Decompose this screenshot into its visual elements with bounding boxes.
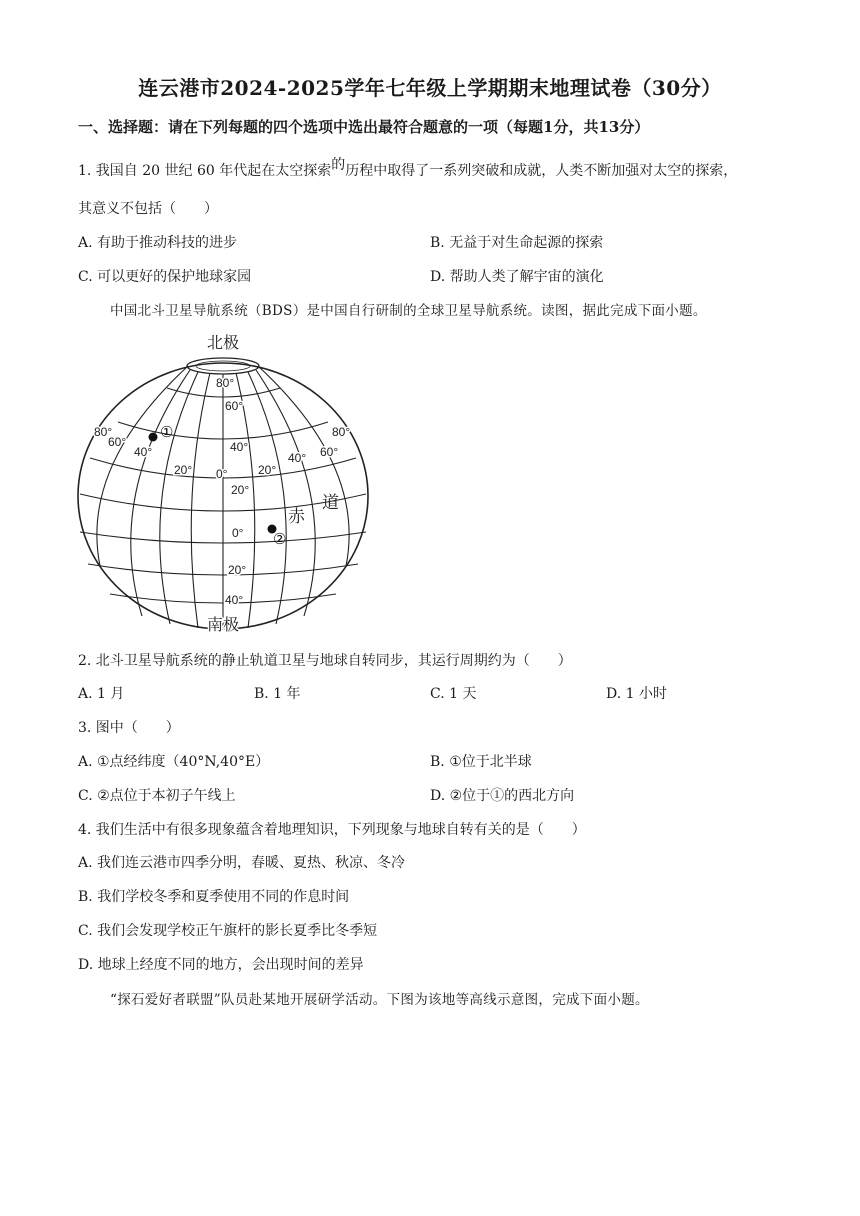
lon-right-60-label: 60°: [320, 445, 339, 459]
lat-40n-label: 40°: [230, 440, 249, 454]
point-1-label: ①: [160, 424, 174, 441]
q4-option-b: B. 我们学校冬季和夏季使用不同的作息时间: [78, 889, 350, 905]
q2-stem: 2. 北斗卫星导航系统的静止轨道卫星与地球自转同步，其运行周期约为（ ）: [78, 653, 572, 669]
point-2-label: ②: [273, 531, 287, 548]
q1-option-b: B. 无益于对生命起源的探索: [430, 235, 604, 251]
q3-option-a: A. ①点经纬度（40°N,40°E）: [78, 754, 270, 770]
lat-20n-label: 20°: [231, 483, 250, 497]
lon-left-20-label: 20°: [174, 463, 193, 477]
q1-option-a: A. 有助于推动科技的进步: [78, 235, 238, 251]
q1-stem-line2: 其意义不包括（ ）: [78, 201, 218, 217]
lon-left-60-label: 60°: [108, 435, 127, 449]
q1-stem-line1: [78, 157, 738, 180]
meridian-r3: [256, 370, 315, 616]
lon-right-40-label: 40°: [288, 451, 307, 465]
lat-equator-label: 0°: [232, 526, 244, 540]
longitude-labels: [94, 425, 350, 481]
exam-title: 连云港市2024-2025学年七年级上学期期末地理试卷（30分）: [138, 76, 722, 100]
lon-0-label: 0°: [216, 467, 228, 481]
q3-stem: 3. 图中（ ）: [78, 720, 180, 736]
q4-stem: 4. 我们生活中有很多现象蕴含着地理知识，下列现象与地球自转有关的是（ ）: [78, 822, 586, 838]
q2-option-c: C. 1 天: [430, 686, 477, 702]
contour-intro-text: “探石爱好者联盟”队员赴某地开展研学活动。下图为该地等高线示意图，完成下面小题。: [110, 992, 649, 1008]
lon-left-40-label: 40°: [134, 445, 153, 459]
lon-right-20-label: 20°: [258, 463, 277, 477]
meridian-l1: [191, 373, 210, 628]
meridians: [97, 366, 349, 629]
equator-label-1: 赤: [288, 507, 305, 526]
q4-option-d: D. 地球上经度不同的地方，会出现时间的差异: [78, 957, 364, 973]
point-1-marker: [149, 433, 158, 442]
q4-option-a: A. 我们连云港市四季分明，春暖、夏热、秋凉、冬冷: [78, 855, 406, 871]
globe-figure: [70, 326, 380, 636]
equator-label-2: 道: [322, 493, 339, 512]
lon-left-80-label: 80°: [94, 425, 113, 439]
q3-option-d: D. ②位于①的西北方向: [430, 788, 575, 804]
q1-stem-part-b: 历程中取得了一系列突破和成就，人类不断加强对太空的探索，: [345, 163, 738, 179]
south-pole-label: 南极: [206, 617, 240, 634]
q3-option-c: C. ②点位于本初子午线上: [78, 788, 236, 804]
q1-option-d: D. 帮助人类了解宇宙的演化: [430, 269, 604, 285]
q1-stem-part-a: 1. 我国自 20 世纪 60 年代起在太空探索: [78, 163, 332, 179]
q2-option-b: B. 1 年: [254, 686, 301, 702]
q2-option-a: A. 1 月: [78, 686, 125, 702]
q1-option-c: C. 可以更好的保护地球家园: [78, 269, 252, 285]
north-pole-cap: [187, 358, 259, 374]
lon-right-80-label: 80°: [332, 425, 351, 439]
meridian-l3: [131, 370, 193, 616]
bds-intro-text: 中国北斗卫星导航系统（BDS）是中国自行研制的全球卫星导航系统。读图，据此完成下面小题。: [110, 303, 707, 319]
lat-20s-label: 20°: [228, 563, 247, 577]
globe-svg: [70, 326, 380, 636]
q1-stem-superscript: 的: [331, 157, 346, 173]
north-pole-label: 北极: [206, 335, 240, 352]
section-heading: 一、选择题：请在下列每题的四个选项中选出最符合题意的一项（每题1分，共13分）: [78, 118, 650, 136]
q4-option-c: C. 我们会发现学校正午旗杆的影长夏季比冬季短: [78, 923, 378, 939]
lat-80n-label: 80°: [216, 376, 235, 390]
lat-40s-label: 40°: [225, 593, 244, 607]
lat-60n-label: 60°: [225, 399, 244, 413]
q2-option-d: D. 1 小时: [606, 686, 667, 702]
q3-option-b: B. ①位于北半球: [430, 754, 532, 770]
